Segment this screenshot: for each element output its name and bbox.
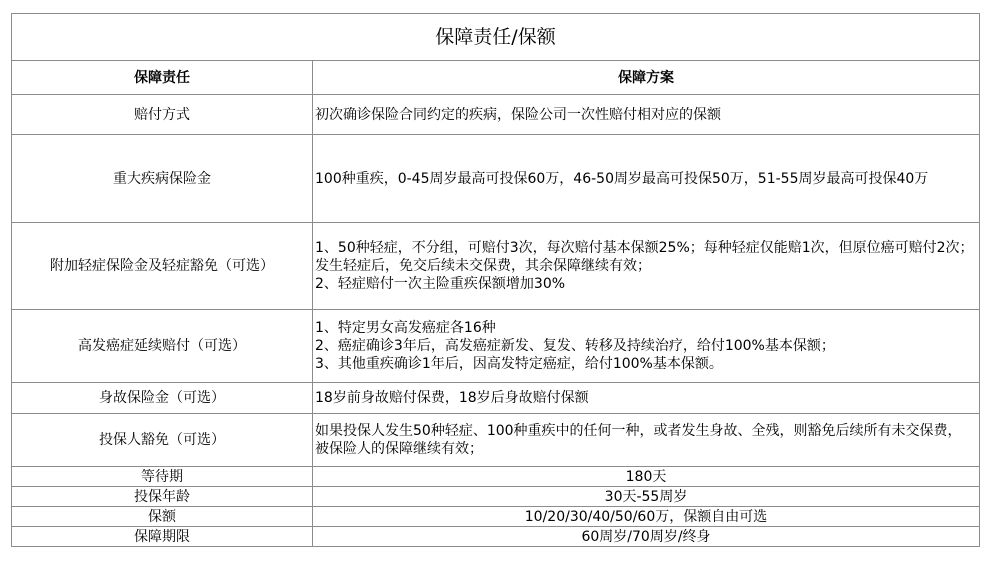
row-label: 等待期 <box>12 467 313 487</box>
coverage-table <box>11 13 980 547</box>
table-row <box>12 507 980 527</box>
row-label: 重大疾病保险金 <box>12 135 313 223</box>
row-label: 赔付方式 <box>12 95 313 135</box>
table-row <box>12 467 980 487</box>
row-label: 身故保险金（可选） <box>12 383 313 414</box>
content-line: 2、轻症赔付一次主险重疾保额增加30% <box>315 276 566 292</box>
table-row <box>12 135 980 223</box>
row-value: 30天-55周岁 <box>313 487 980 507</box>
header-coverage: 保障责任 <box>12 61 313 95</box>
table-row <box>12 414 980 467</box>
row-label: 高发癌症延续赔付（可选） <box>12 310 313 383</box>
row-content <box>313 383 980 414</box>
content-line: 如果投保人发生50种轻症、100种重疾中的任何一种，或者发生身故、全残，则豁免后续所有未交保费，被保险人的保障继续有效； <box>315 423 962 457</box>
content-line: 18岁前身故赔付保费，18岁后身故赔付保额 <box>315 390 589 406</box>
content-line: 1、50种轻症，不分组，可赔付3次，每次赔付基本保额25%；每种轻症仅能赔1次，但原位癌可赔付2次；发生轻症后，免交后续未交保费，其余保障继续有效； <box>315 240 974 274</box>
table-row <box>12 223 980 310</box>
table-row <box>12 383 980 414</box>
row-label: 保障期限 <box>12 527 313 547</box>
row-label: 投保人豁免（可选） <box>12 414 313 467</box>
table-row <box>12 310 980 383</box>
header-plan: 保障方案 <box>313 61 980 95</box>
row-content <box>313 310 980 383</box>
row-content <box>313 414 980 467</box>
row-label: 保额 <box>12 507 313 527</box>
row-label: 投保年龄 <box>12 487 313 507</box>
row-content <box>313 95 980 135</box>
row-content <box>313 135 980 223</box>
row-value: 10/20/30/40/50/60万，保额自由可选 <box>313 507 980 527</box>
table-row <box>12 487 980 507</box>
row-value: 60周岁/70周岁/终身 <box>313 527 980 547</box>
content-line: 1、特定男女高发癌症各16种 <box>315 320 496 336</box>
header-row <box>12 61 980 95</box>
coverage-table-container <box>11 13 979 547</box>
content-line: 初次确诊保险合同约定的疾病，保险公司一次性赔付相对应的保额 <box>315 106 721 123</box>
title-row <box>12 14 980 61</box>
table-row <box>12 527 980 547</box>
row-label: 附加轻症保险金及轻症豁免（可选） <box>12 223 313 310</box>
content-line: 100种重疾，0-45周岁最高可投保60万，46-50周岁最高可投保50万，51-55周岁最高可投保40万 <box>315 170 929 187</box>
row-value: 180天 <box>313 467 980 487</box>
table-row <box>12 95 980 135</box>
content-line: 3、其他重疾确诊1年后，因高发特定癌症，给付100%基本保额。 <box>315 356 723 372</box>
content-line: 2、癌症确诊3年后，高发癌症新发、复发、转移及持续治疗，给付100%基本保额； <box>315 338 835 354</box>
row-content <box>313 223 980 310</box>
table-title: 保障责任/保额 <box>12 14 980 61</box>
